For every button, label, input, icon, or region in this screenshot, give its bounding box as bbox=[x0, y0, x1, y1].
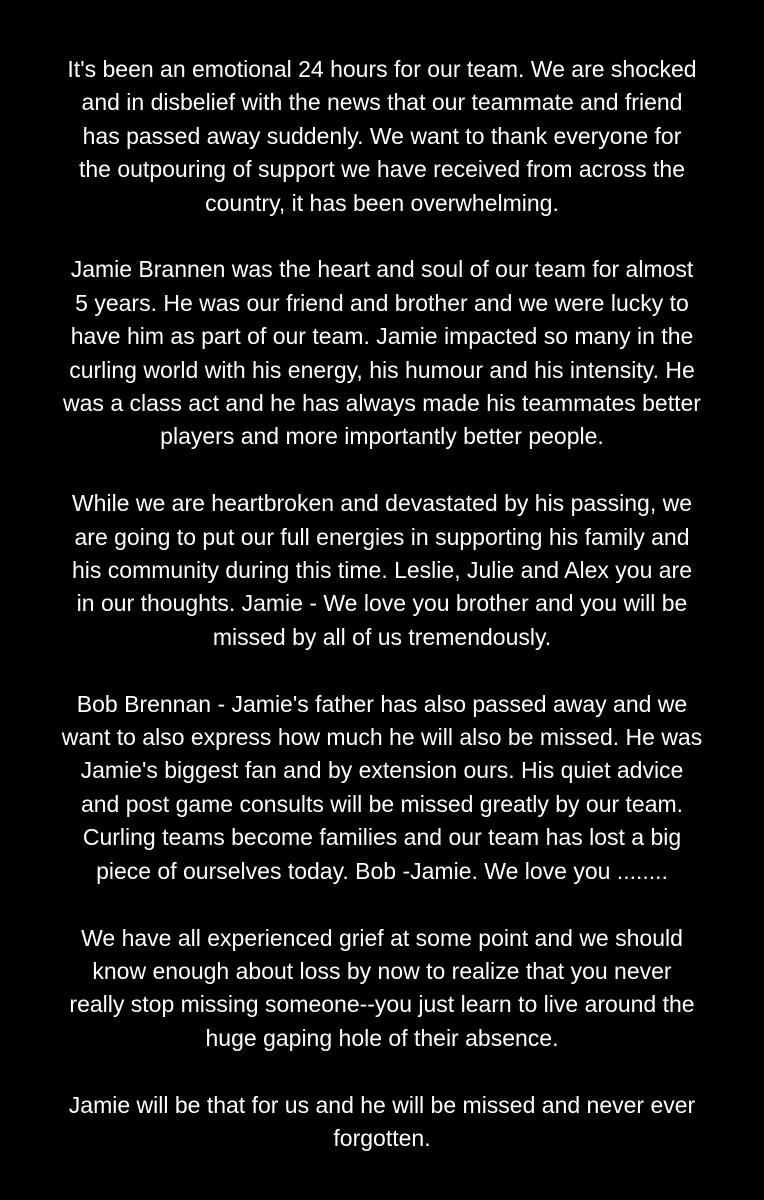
text-line: 5 years. He was our friend and brother and we were lucky to bbox=[75, 289, 689, 316]
text-line: forgotten. bbox=[333, 1124, 431, 1151]
text-line: and post game consults will be missed greatly by our team. bbox=[80, 790, 684, 817]
text-line: huge gaping hole of their absence. bbox=[205, 1024, 559, 1051]
paragraph-grief bbox=[22, 922, 742, 1056]
text-line: missed by all of us tremendously. bbox=[212, 623, 552, 650]
text-line: really stop missing someone--you just learn to live around the bbox=[69, 991, 695, 1018]
paragraph-closing bbox=[22, 1089, 742, 1156]
text-line: was a class act and he has always made his teammates better bbox=[63, 390, 701, 417]
text-line: It's been an emotional 24 hours for our team. We are shocked bbox=[67, 56, 697, 82]
text-line: know enough about loss by now to realize that you never bbox=[92, 957, 672, 984]
text-line: his community during this time. Leslie, Julie and Alex you are bbox=[71, 557, 693, 584]
text-line: Curling teams become families and our team has lost a big bbox=[82, 824, 682, 851]
text-line: Jamie Brannen was the heart and soul of our team for almost bbox=[70, 256, 694, 283]
text-line: Jamie will be that for us and he will be missed and never ever bbox=[68, 1091, 696, 1118]
paragraph-support bbox=[22, 487, 742, 654]
paragraph-tribute bbox=[22, 253, 742, 453]
text-line: Bob Brennan - Jamie's father has also passed away and we bbox=[76, 690, 688, 717]
text-line: While we are heartbroken and devastated by his passing, we bbox=[71, 490, 693, 517]
text-line: We have all experienced grief at some point and we should bbox=[81, 924, 683, 951]
paragraph-shock bbox=[22, 53, 742, 220]
text-line: country, it has been overwhelming. bbox=[205, 189, 559, 216]
paragraph-father bbox=[22, 688, 742, 888]
text-line: players and more importantly better people. bbox=[160, 423, 604, 450]
text-line: have him as part of our team. Jamie impacted so many in the bbox=[70, 323, 694, 350]
text-line: in our thoughts. Jamie - We love you brother and you will be bbox=[76, 590, 688, 617]
text-line: want to also express how much he will also be missed. He was bbox=[61, 724, 703, 751]
text-line: has passed away suddenly. We want to thank everyone for bbox=[82, 122, 682, 149]
text-line: piece of ourselves today. Bob -Jamie. We love you ........ bbox=[96, 857, 668, 884]
text-line: are going to put our full energies in supporting his family and bbox=[74, 523, 690, 550]
text-line: curling world with his energy, his humour and his intensity. He bbox=[69, 356, 695, 383]
text-line: and in disbelief with the news that our teammate and friend bbox=[81, 89, 683, 116]
team-statement bbox=[22, 53, 742, 1189]
text-line: Jamie's biggest fan and by extension ours. His quiet advice bbox=[80, 757, 684, 784]
text-line: the outpouring of support we have received from across the bbox=[78, 156, 685, 183]
